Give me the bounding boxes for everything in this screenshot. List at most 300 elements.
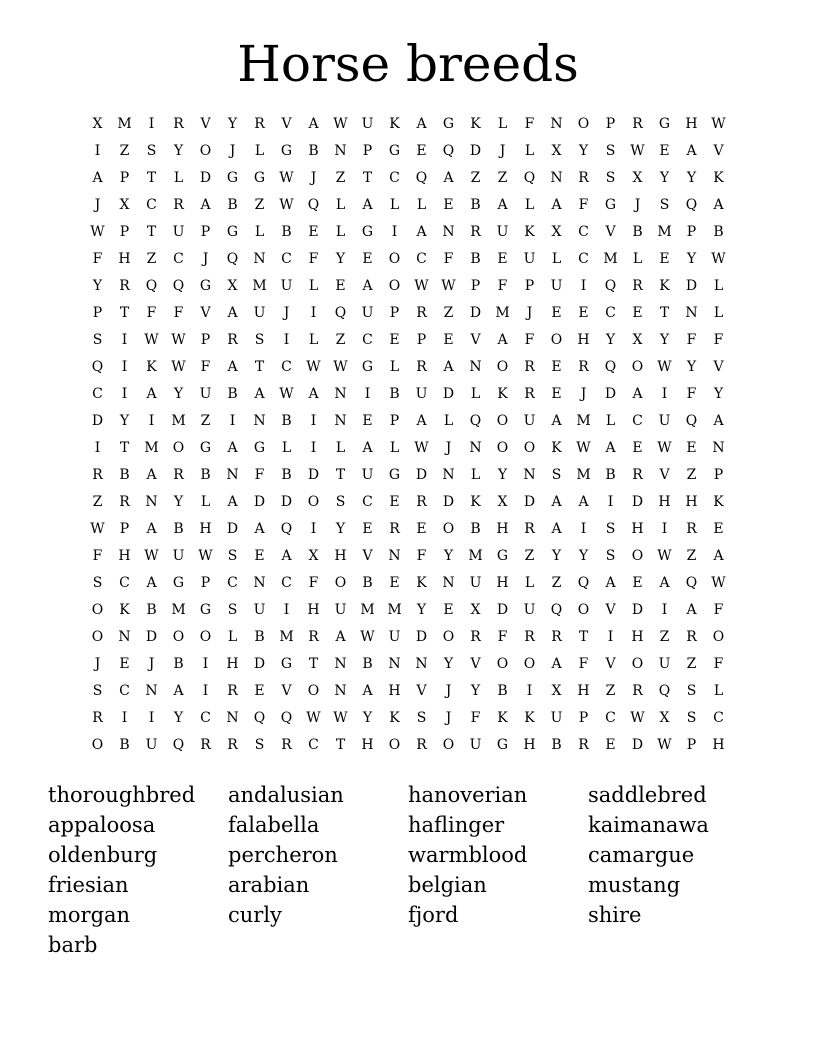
grid-letter[interactable]: A: [605, 575, 616, 591]
grid-letter[interactable]: R: [173, 467, 184, 483]
grid-letter[interactable]: E: [119, 656, 130, 672]
grid-letter[interactable]: O: [712, 629, 725, 645]
grid-letter[interactable]: U: [172, 224, 185, 240]
grid-letter[interactable]: P: [119, 521, 130, 537]
grid-letter[interactable]: V: [281, 683, 292, 699]
grid-letter[interactable]: C: [416, 251, 427, 267]
grid-letter[interactable]: U: [280, 278, 293, 294]
grid-letter[interactable]: Y: [227, 116, 238, 132]
grid-letter[interactable]: L: [200, 494, 211, 510]
grid-letter[interactable]: Q: [334, 305, 347, 321]
grid-letter[interactable]: P: [362, 143, 373, 159]
grid-letter[interactable]: I: [121, 359, 128, 375]
grid-letter[interactable]: K: [119, 602, 130, 618]
grid-letter[interactable]: O: [199, 143, 212, 159]
grid-letter[interactable]: O: [172, 440, 185, 456]
grid-letter[interactable]: B: [470, 197, 481, 213]
grid-letter[interactable]: O: [442, 629, 455, 645]
grid-letter[interactable]: P: [524, 278, 535, 294]
grid-letter[interactable]: Q: [685, 413, 698, 429]
grid-letter[interactable]: G: [199, 278, 212, 294]
grid-letter[interactable]: Q: [145, 278, 158, 294]
grid-letter[interactable]: C: [119, 683, 130, 699]
grid-letter[interactable]: X: [659, 710, 670, 726]
grid-letter[interactable]: R: [227, 332, 238, 348]
grid-letter[interactable]: A: [227, 440, 238, 456]
grid-letter[interactable]: Q: [658, 683, 671, 699]
grid-letter[interactable]: R: [200, 737, 211, 753]
grid-letter[interactable]: W: [171, 359, 186, 375]
grid-letter[interactable]: E: [416, 143, 427, 159]
grid-letter[interactable]: H: [118, 251, 131, 267]
grid-letter[interactable]: F: [92, 548, 103, 564]
grid-letter[interactable]: D: [253, 656, 266, 672]
grid-letter[interactable]: A: [578, 494, 589, 510]
grid-letter[interactable]: Z: [551, 575, 562, 591]
grid-letter[interactable]: I: [661, 602, 668, 618]
grid-letter[interactable]: F: [524, 116, 535, 132]
grid-letter[interactable]: E: [551, 386, 562, 402]
grid-letter[interactable]: Q: [226, 251, 239, 267]
grid-letter[interactable]: N: [685, 305, 698, 321]
grid-letter[interactable]: U: [469, 575, 482, 591]
grid-letter[interactable]: D: [442, 386, 455, 402]
grid-letter[interactable]: L: [227, 629, 238, 645]
grid-letter[interactable]: Y: [173, 143, 184, 159]
grid-letter[interactable]: O: [577, 602, 590, 618]
grid-letter[interactable]: W: [630, 710, 645, 726]
grid-letter[interactable]: Y: [443, 656, 454, 672]
grid-letter[interactable]: W: [441, 278, 456, 294]
grid-letter[interactable]: J: [634, 197, 641, 213]
grid-letter[interactable]: A: [686, 143, 697, 159]
grid-letter[interactable]: M: [279, 629, 294, 645]
grid-letter[interactable]: R: [632, 278, 643, 294]
grid-letter[interactable]: U: [550, 278, 563, 294]
grid-letter[interactable]: P: [389, 305, 400, 321]
grid-letter[interactable]: I: [94, 440, 101, 456]
grid-letter[interactable]: A: [92, 170, 103, 186]
grid-letter[interactable]: C: [578, 224, 589, 240]
grid-letter[interactable]: W: [333, 710, 348, 726]
grid-letter[interactable]: B: [173, 521, 184, 537]
grid-letter[interactable]: E: [389, 575, 400, 591]
grid-letter[interactable]: C: [362, 494, 373, 510]
grid-letter[interactable]: I: [121, 710, 128, 726]
grid-letter[interactable]: M: [252, 278, 267, 294]
grid-letter[interactable]: W: [279, 386, 294, 402]
grid-letter[interactable]: U: [334, 602, 347, 618]
grid-letter[interactable]: L: [524, 143, 535, 159]
grid-letter[interactable]: E: [416, 521, 427, 537]
grid-letter[interactable]: A: [362, 197, 373, 213]
grid-letter[interactable]: W: [171, 332, 186, 348]
grid-letter[interactable]: N: [226, 467, 239, 483]
grid-letter[interactable]: J: [310, 170, 317, 186]
grid-letter[interactable]: Z: [686, 656, 697, 672]
grid-letter[interactable]: C: [578, 251, 589, 267]
grid-letter[interactable]: D: [91, 413, 104, 429]
grid-letter[interactable]: Z: [686, 548, 697, 564]
grid-letter[interactable]: L: [281, 440, 292, 456]
grid-letter[interactable]: R: [470, 629, 481, 645]
grid-letter[interactable]: M: [117, 116, 132, 132]
grid-letter[interactable]: W: [90, 224, 105, 240]
grid-letter[interactable]: B: [281, 413, 292, 429]
grid-letter[interactable]: F: [92, 251, 103, 267]
grid-letter[interactable]: C: [632, 413, 643, 429]
grid-letter[interactable]: N: [334, 683, 347, 699]
grid-letter[interactable]: C: [281, 251, 292, 267]
grid-letter[interactable]: Y: [119, 413, 130, 429]
grid-letter[interactable]: B: [605, 467, 616, 483]
grid-letter[interactable]: E: [497, 251, 508, 267]
grid-letter[interactable]: W: [333, 116, 348, 132]
grid-letter[interactable]: L: [497, 116, 508, 132]
grid-letter[interactable]: V: [362, 548, 373, 564]
grid-letter[interactable]: O: [631, 548, 644, 564]
grid-letter[interactable]: Q: [307, 197, 320, 213]
grid-letter[interactable]: R: [281, 737, 292, 753]
grid-letter[interactable]: A: [308, 116, 319, 132]
grid-letter[interactable]: C: [713, 710, 724, 726]
grid-letter[interactable]: X: [308, 548, 319, 564]
grid-letter[interactable]: L: [335, 197, 346, 213]
grid-letter[interactable]: D: [199, 170, 212, 186]
grid-letter[interactable]: H: [712, 737, 725, 753]
grid-letter[interactable]: E: [362, 521, 373, 537]
grid-letter[interactable]: U: [658, 413, 671, 429]
grid-letter[interactable]: B: [281, 467, 292, 483]
grid-letter[interactable]: G: [226, 170, 239, 186]
grid-letter[interactable]: K: [146, 359, 157, 375]
grid-letter[interactable]: M: [387, 602, 402, 618]
grid-letter[interactable]: O: [496, 440, 509, 456]
grid-letter[interactable]: S: [605, 170, 616, 186]
grid-letter[interactable]: U: [172, 548, 185, 564]
grid-letter[interactable]: A: [362, 278, 373, 294]
grid-letter[interactable]: L: [551, 251, 562, 267]
grid-letter[interactable]: K: [470, 116, 481, 132]
grid-letter[interactable]: N: [523, 467, 536, 483]
grid-letter[interactable]: T: [308, 656, 319, 672]
grid-letter[interactable]: A: [497, 197, 508, 213]
grid-letter[interactable]: L: [470, 386, 481, 402]
grid-letter[interactable]: T: [362, 170, 373, 186]
grid-letter[interactable]: V: [713, 359, 724, 375]
grid-letter[interactable]: O: [91, 602, 104, 618]
grid-letter[interactable]: K: [389, 116, 400, 132]
grid-letter[interactable]: R: [524, 629, 535, 645]
grid-letter[interactable]: H: [496, 575, 509, 591]
grid-letter[interactable]: M: [144, 440, 159, 456]
grid-letter[interactable]: O: [442, 521, 455, 537]
grid-letter[interactable]: W: [657, 359, 672, 375]
grid-letter[interactable]: G: [280, 656, 293, 672]
grid-letter[interactable]: L: [605, 413, 616, 429]
grid-letter[interactable]: F: [713, 656, 724, 672]
grid-letter[interactable]: W: [414, 278, 429, 294]
grid-letter[interactable]: A: [416, 413, 427, 429]
grid-letter[interactable]: M: [360, 602, 375, 618]
grid-letter[interactable]: H: [658, 494, 671, 510]
grid-letter[interactable]: G: [199, 602, 212, 618]
grid-letter[interactable]: D: [415, 467, 428, 483]
grid-letter[interactable]: U: [145, 737, 158, 753]
grid-letter[interactable]: V: [605, 224, 616, 240]
grid-letter[interactable]: P: [686, 737, 697, 753]
grid-letter[interactable]: G: [496, 737, 509, 753]
grid-letter[interactable]: W: [414, 440, 429, 456]
grid-letter[interactable]: O: [523, 440, 536, 456]
grid-letter[interactable]: Q: [280, 521, 293, 537]
grid-letter[interactable]: D: [307, 467, 320, 483]
grid-letter[interactable]: Z: [605, 683, 616, 699]
grid-letter[interactable]: O: [496, 359, 509, 375]
grid-letter[interactable]: P: [686, 224, 697, 240]
grid-letter[interactable]: Q: [469, 413, 482, 429]
grid-letter[interactable]: F: [416, 548, 427, 564]
grid-letter[interactable]: Y: [578, 143, 589, 159]
grid-letter[interactable]: S: [551, 467, 562, 483]
grid-letter[interactable]: G: [388, 143, 401, 159]
grid-letter[interactable]: Z: [92, 494, 103, 510]
grid-letter[interactable]: Q: [523, 170, 536, 186]
grid-letter[interactable]: Z: [659, 629, 670, 645]
grid-letter[interactable]: N: [550, 116, 563, 132]
grid-letter[interactable]: Z: [443, 305, 454, 321]
grid-letter[interactable]: X: [497, 494, 508, 510]
grid-letter[interactable]: I: [580, 278, 587, 294]
grid-letter[interactable]: C: [308, 737, 319, 753]
grid-letter[interactable]: M: [657, 224, 672, 240]
grid-letter[interactable]: Q: [577, 575, 590, 591]
grid-letter[interactable]: P: [578, 710, 589, 726]
grid-letter[interactable]: W: [360, 629, 375, 645]
grid-letter[interactable]: S: [686, 710, 697, 726]
grid-letter[interactable]: R: [686, 521, 697, 537]
grid-letter[interactable]: R: [686, 629, 697, 645]
grid-letter[interactable]: C: [389, 170, 400, 186]
grid-letter[interactable]: A: [659, 575, 670, 591]
grid-letter[interactable]: A: [362, 440, 373, 456]
grid-letter[interactable]: S: [254, 737, 265, 753]
grid-letter[interactable]: B: [362, 575, 373, 591]
grid-letter[interactable]: H: [334, 548, 347, 564]
grid-letter[interactable]: A: [551, 521, 562, 537]
grid-letter[interactable]: R: [632, 467, 643, 483]
grid-letter[interactable]: N: [145, 494, 158, 510]
grid-letter[interactable]: O: [307, 494, 320, 510]
grid-letter[interactable]: L: [713, 683, 724, 699]
grid-letter[interactable]: E: [686, 440, 697, 456]
grid-letter[interactable]: W: [657, 737, 672, 753]
grid-letter[interactable]: B: [227, 386, 238, 402]
grid-letter[interactable]: N: [712, 440, 725, 456]
grid-letter[interactable]: Z: [335, 332, 346, 348]
grid-letter[interactable]: N: [550, 170, 563, 186]
grid-letter[interactable]: B: [470, 251, 481, 267]
grid-letter[interactable]: K: [470, 494, 481, 510]
grid-letter[interactable]: R: [416, 737, 427, 753]
grid-letter[interactable]: I: [94, 143, 101, 159]
grid-letter[interactable]: P: [470, 278, 481, 294]
grid-letter[interactable]: U: [199, 386, 212, 402]
grid-letter[interactable]: Y: [659, 332, 670, 348]
grid-letter[interactable]: I: [148, 413, 155, 429]
grid-letter[interactable]: O: [334, 575, 347, 591]
grid-letter[interactable]: A: [416, 224, 427, 240]
grid-letter[interactable]: H: [226, 656, 239, 672]
grid-letter[interactable]: F: [713, 602, 724, 618]
grid-letter[interactable]: A: [605, 440, 616, 456]
grid-letter[interactable]: C: [92, 386, 103, 402]
grid-letter[interactable]: U: [253, 305, 266, 321]
grid-letter[interactable]: S: [92, 332, 103, 348]
grid-letter[interactable]: X: [551, 224, 562, 240]
grid-letter[interactable]: N: [388, 656, 401, 672]
grid-letter[interactable]: G: [361, 359, 374, 375]
grid-letter[interactable]: K: [713, 494, 724, 510]
grid-letter[interactable]: H: [199, 521, 212, 537]
grid-letter[interactable]: C: [227, 575, 238, 591]
grid-letter[interactable]: B: [308, 143, 319, 159]
grid-letter[interactable]: Z: [254, 197, 265, 213]
grid-letter[interactable]: Z: [146, 251, 157, 267]
grid-letter[interactable]: W: [657, 548, 672, 564]
grid-letter[interactable]: I: [283, 602, 290, 618]
grid-letter[interactable]: W: [333, 359, 348, 375]
grid-letter[interactable]: N: [253, 413, 266, 429]
grid-letter[interactable]: L: [524, 575, 535, 591]
grid-letter[interactable]: O: [631, 656, 644, 672]
grid-letter[interactable]: D: [442, 494, 455, 510]
grid-letter[interactable]: Y: [173, 494, 184, 510]
grid-letter[interactable]: B: [200, 467, 211, 483]
grid-letter[interactable]: I: [364, 386, 371, 402]
grid-letter[interactable]: Q: [91, 359, 104, 375]
grid-letter[interactable]: H: [631, 629, 644, 645]
grid-letter[interactable]: Z: [686, 467, 697, 483]
grid-letter[interactable]: F: [686, 332, 697, 348]
grid-letter[interactable]: E: [362, 251, 373, 267]
grid-letter[interactable]: H: [388, 683, 401, 699]
grid-letter[interactable]: W: [198, 548, 213, 564]
grid-letter[interactable]: D: [604, 386, 617, 402]
grid-letter[interactable]: E: [335, 278, 346, 294]
grid-letter[interactable]: K: [497, 386, 508, 402]
grid-letter[interactable]: V: [416, 683, 427, 699]
grid-letter[interactable]: O: [388, 251, 401, 267]
grid-letter[interactable]: L: [470, 467, 481, 483]
grid-letter[interactable]: X: [632, 170, 643, 186]
grid-letter[interactable]: C: [605, 710, 616, 726]
grid-letter[interactable]: M: [576, 467, 591, 483]
grid-letter[interactable]: L: [632, 251, 643, 267]
grid-letter[interactable]: A: [362, 683, 373, 699]
grid-letter[interactable]: N: [334, 386, 347, 402]
grid-letter[interactable]: E: [551, 359, 562, 375]
grid-letter[interactable]: G: [388, 467, 401, 483]
grid-letter[interactable]: T: [659, 305, 670, 321]
grid-letter[interactable]: Q: [685, 197, 698, 213]
grid-letter[interactable]: S: [92, 575, 103, 591]
grid-letter[interactable]: I: [310, 305, 317, 321]
grid-letter[interactable]: B: [281, 224, 292, 240]
grid-letter[interactable]: Y: [686, 251, 697, 267]
grid-letter[interactable]: N: [226, 710, 239, 726]
grid-letter[interactable]: E: [443, 197, 454, 213]
grid-letter[interactable]: B: [551, 737, 562, 753]
grid-letter[interactable]: F: [497, 278, 508, 294]
grid-letter[interactable]: J: [445, 683, 452, 699]
grid-letter[interactable]: W: [630, 143, 645, 159]
grid-letter[interactable]: U: [658, 656, 671, 672]
grid-letter[interactable]: O: [199, 629, 212, 645]
grid-letter[interactable]: J: [148, 656, 155, 672]
grid-letter[interactable]: V: [470, 656, 481, 672]
grid-letter[interactable]: A: [416, 116, 427, 132]
grid-letter[interactable]: O: [388, 278, 401, 294]
grid-letter[interactable]: P: [416, 332, 427, 348]
grid-letter[interactable]: N: [334, 143, 347, 159]
grid-letter[interactable]: N: [253, 251, 266, 267]
grid-letter[interactable]: I: [121, 332, 128, 348]
grid-letter[interactable]: Q: [442, 143, 455, 159]
grid-letter[interactable]: A: [497, 332, 508, 348]
grid-letter[interactable]: S: [227, 602, 238, 618]
grid-letter[interactable]: B: [470, 521, 481, 537]
grid-letter[interactable]: R: [524, 359, 535, 375]
grid-letter[interactable]: I: [661, 386, 668, 402]
grid-letter[interactable]: B: [254, 629, 265, 645]
grid-letter[interactable]: X: [470, 602, 481, 618]
grid-letter[interactable]: O: [91, 629, 104, 645]
grid-letter[interactable]: U: [388, 629, 401, 645]
grid-letter[interactable]: A: [146, 521, 157, 537]
grid-letter[interactable]: W: [279, 170, 294, 186]
grid-letter[interactable]: R: [92, 467, 103, 483]
grid-letter[interactable]: D: [415, 629, 428, 645]
grid-letter[interactable]: S: [659, 197, 670, 213]
grid-letter[interactable]: X: [92, 116, 103, 132]
grid-letter[interactable]: L: [254, 143, 265, 159]
grid-letter[interactable]: W: [657, 440, 672, 456]
grid-letter[interactable]: Y: [362, 710, 373, 726]
grid-letter[interactable]: O: [307, 683, 320, 699]
grid-letter[interactable]: E: [254, 683, 265, 699]
grid-letter[interactable]: H: [496, 521, 509, 537]
grid-letter[interactable]: N: [415, 656, 428, 672]
grid-letter[interactable]: R: [524, 386, 535, 402]
grid-letter[interactable]: E: [389, 332, 400, 348]
grid-letter[interactable]: B: [389, 386, 400, 402]
grid-letter[interactable]: Y: [659, 170, 670, 186]
grid-letter[interactable]: K: [551, 440, 562, 456]
grid-letter[interactable]: E: [578, 305, 589, 321]
grid-letter[interactable]: F: [713, 332, 724, 348]
grid-letter[interactable]: N: [253, 575, 266, 591]
grid-letter[interactable]: F: [308, 251, 319, 267]
grid-letter[interactable]: I: [229, 413, 236, 429]
grid-letter[interactable]: M: [603, 251, 618, 267]
grid-letter[interactable]: P: [389, 413, 400, 429]
grid-letter[interactable]: C: [119, 575, 130, 591]
grid-letter[interactable]: L: [389, 440, 400, 456]
grid-letter[interactable]: A: [713, 413, 724, 429]
grid-letter[interactable]: A: [146, 386, 157, 402]
grid-letter[interactable]: D: [469, 305, 482, 321]
